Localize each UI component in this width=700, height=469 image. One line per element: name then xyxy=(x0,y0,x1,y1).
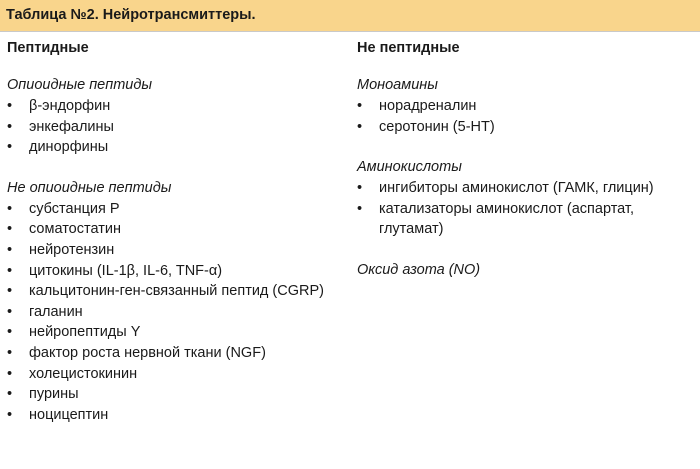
bullet-icon: • xyxy=(7,344,13,361)
bullet-list xyxy=(7,96,347,158)
list-item xyxy=(357,178,695,199)
nitric-oxide-title: Оксид азота (NO) xyxy=(357,261,481,278)
non-peptide-column xyxy=(357,38,695,281)
list-item-text: катализаторы аминокислот (аспартат, глутамат) xyxy=(379,200,634,238)
list-item xyxy=(7,281,347,302)
title-divider xyxy=(0,31,700,32)
bullet-icon: • xyxy=(7,98,13,114)
list-item xyxy=(7,364,347,385)
bullet-icon: • xyxy=(7,406,13,423)
list-item xyxy=(7,405,347,426)
list-item xyxy=(7,117,347,138)
list-item-text: кальцитонин-ген-связанный пептид (CGRP) xyxy=(29,283,324,300)
list-item xyxy=(357,117,695,138)
bullet-icon: • xyxy=(7,283,13,300)
bullet-icon: • xyxy=(7,221,13,238)
list-item xyxy=(7,322,347,343)
list-item xyxy=(7,343,347,364)
list-item-text: галанин xyxy=(29,303,83,320)
bullet-icon: • xyxy=(7,386,13,403)
list-group xyxy=(357,75,695,137)
list-group xyxy=(7,178,347,426)
list-item-text: холецистокинин xyxy=(29,365,138,382)
list-item xyxy=(357,96,695,117)
list-item xyxy=(7,384,347,405)
bullet-icon: • xyxy=(357,180,363,197)
list-item xyxy=(7,219,347,240)
bullet-icon: • xyxy=(7,303,13,320)
bullet-icon: • xyxy=(7,241,13,258)
list-item xyxy=(7,137,347,158)
list-item-text: динорфины xyxy=(29,139,109,156)
peptide-groups xyxy=(7,75,347,425)
group-title: Не опиоидные пептиды xyxy=(7,179,172,196)
peptide-column-heading: Пептидные xyxy=(7,40,89,56)
table-title-bar xyxy=(0,0,700,31)
list-item xyxy=(7,199,347,220)
list-item-text: субстанция Р xyxy=(29,200,120,217)
bullet-list xyxy=(357,96,695,137)
non-peptide-groups xyxy=(357,75,695,240)
peptide-column xyxy=(7,38,347,445)
list-item xyxy=(7,240,347,261)
list-item-text: нейропептиды Y xyxy=(29,324,141,341)
bullet-icon: • xyxy=(357,200,363,217)
list-group xyxy=(7,75,347,158)
list-item-text: β-эндорфин xyxy=(29,98,111,114)
list-item-text: ноцицептин xyxy=(29,406,109,423)
bullet-list xyxy=(7,199,347,426)
bullet-icon: • xyxy=(7,365,13,382)
bullet-icon: • xyxy=(7,262,13,279)
list-item-text: ингибиторы аминокислот (ГАМК, глицин) xyxy=(379,180,654,197)
bullet-icon: • xyxy=(7,200,13,217)
list-group xyxy=(357,157,695,240)
list-item-text: соматостатин xyxy=(29,221,121,238)
list-item xyxy=(7,96,347,117)
list-item-text: норадреналин xyxy=(379,98,477,114)
bullet-icon: • xyxy=(357,98,363,114)
list-item-text: нейротензин xyxy=(29,241,115,258)
list-item-text: фактор роста нервной ткани (NGF) xyxy=(29,344,266,361)
list-item xyxy=(357,199,695,240)
list-item-text: цитокины (IL-1β, IL-6, TNF-α) xyxy=(29,262,223,279)
bullet-icon: • xyxy=(7,324,13,341)
list-item-text: пурины xyxy=(29,386,79,403)
group-title: Моноамины xyxy=(357,77,438,93)
list-item-text: серотонин (5-НТ) xyxy=(379,118,495,135)
group-title: Аминокислоты xyxy=(357,159,462,176)
table-title: Таблица №2. Нейротрансмиттеры. xyxy=(6,7,256,23)
bullet-icon: • xyxy=(357,118,363,135)
bullet-list xyxy=(357,178,695,240)
non-peptide-column-heading: Не пептидные xyxy=(357,40,460,56)
list-item xyxy=(7,302,347,323)
bullet-icon: • xyxy=(7,139,13,156)
list-item xyxy=(7,261,347,282)
list-item-text: энкефалины xyxy=(29,118,114,135)
group-title: Опиоидные пептиды xyxy=(7,77,153,93)
bullet-icon: • xyxy=(7,118,13,135)
